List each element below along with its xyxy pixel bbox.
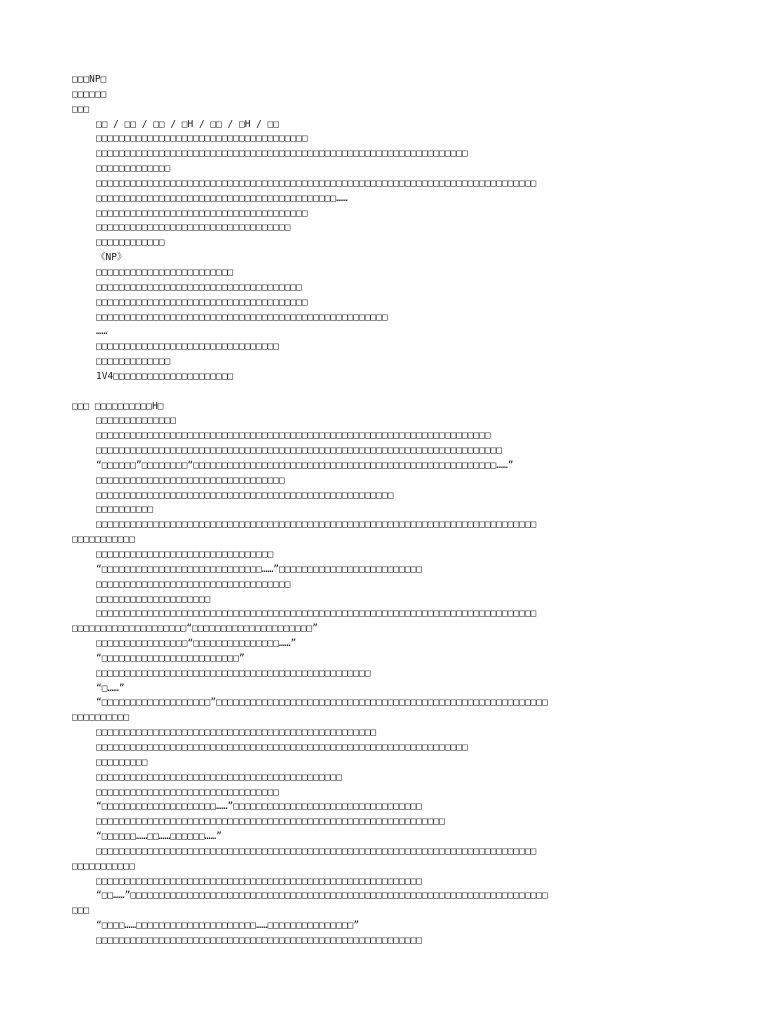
text-line: □□□□□□□□□□□□□□□□□□□□□□□□□□□□□□□□□□□□□□□□□□□□□□□□□□□□□□□□□□□□□□□□□□□□□□□□□□□□□ [96,608,537,620]
text-line: □□□□□□□□□□□□□□□□□□□□ [96,593,211,605]
text-line: □□□□□□□□□□□□□□□□□□□□□□□□□□□□□□□□ [96,786,280,798]
text-line: □□□ [72,905,90,917]
text-line: □□□□□□□□□□□□□□□□□□□□□□□□□□□□□□□□□□ [96,222,291,234]
text-line: 1V4□□□□□□□□□□□□□□□□□□□□□ [96,370,234,382]
text-line: □□□□□□□□□□□□□□□□□□□□□□□□□□□□□□□□□□□□□□□□□□□□□□□□□□□□□□□□□□□□□□□□□□□□□□□ [96,445,503,457]
text-line: □□□□□□□□□□□□□□□□□□□□□□□□□□□□□□□□ [96,341,280,353]
text-line: □□□□□□□□□□□□□□□□□□□□□□□□□□□□□□□□□□□□□□□□□□□ [96,771,342,783]
chapter-1-body [72,118,696,385]
chapter-2-body [72,414,696,948]
text-line: □□□□□□□□□□□□□□□□□□□□□□□□□□□□□□□□□□□□□□□□□□…… [96,192,348,204]
document-page [72,73,696,949]
text-line: “□□□□□□□□□□□□□□□□□□□□□□□□□□□□……”□□□□□□□□□□□□□□□□□□□□□□□□□ [96,563,423,575]
document-title: □□□NP□ [72,74,107,85]
text-line: □□□□□□□□□□□□□□□□□□□□□□□□□□□□□□□□□□□□□□□□□□□□□□□□□□□ [96,311,388,323]
text-line: “□□□□……□□□□□□□□□□□□□□□□□□□□□……□□□□□□□□□□□□□□□” [96,920,360,932]
text-line: □□□□□□□□□□□□□□□□□□□□“□□□□□□□□□□□□□□□□□□□□□” [72,623,318,635]
text-line: “□……” [96,682,125,694]
text-line: □□□□□□□□□□□□□□□□□□□□□□□□□□□□□□□□□□□□□□□□□□□□□□□□□□□□□□□□□ [96,875,423,887]
text-line: □□□□□□□□□□ [96,504,154,516]
text-line: □□□□□□□□□□□□□□□□□□□□□□□□□□□□□□□□□□□□□□□□□□□□□□□□□□□□□□□□□ [96,934,423,946]
text-line: □□□□□□□□□□ [72,712,130,724]
text-line: □□□□□□□□□□□□□□□□□□□□□□□□□□□□□□□□□□□□ [96,281,302,293]
text-line: □□□□□□□□□□□□□□□□□□□□□□□□□□□□□□□□□□□□□□□□□□□□□□□□□□□□ [96,489,394,501]
chapter-1-heading: □□□ [72,103,90,115]
text-line: □□□□□□□□□□□□□□□□□□□□□□□□□□□□□□□□□□ [96,578,291,590]
text-line: “□□□□□□□□□□□□□□□□□□□”□□□□□□□□□□□□□□□□□□□□□□□□□□□□□□□□□□□□□□□□□□□□□□□□□□□□□□□□□□ [96,697,548,709]
text-line: □□□□□□□□□□□□□□□□□□□□□□□□□□□□□□□□□ [96,474,285,486]
section-spacer [72,385,696,400]
text-line: □□□□□□□□□□□□□□□□□□□□□□□□□□□□□□□□□□□□□□□□□□□□□□□□□□□□□□□□□□□□□ [96,816,445,828]
text-line: □□□□□□□□□□□□□□□□□□□□□□□□□□□□□□□□□□□□□□□□□□□□□□□□ [96,667,371,679]
text-line: □□□□□□□□□□□□□□□□□□□□□□□□□□□□□□□□□□□□□□□□□□□□□□□□□□□□□□□□□□□□□□□□□□□□□□□□□□□□□ [96,845,537,857]
text-line: □□□□□□□□□□□□□□□□□□□□□□□□□□□□□□□□□□□□□□□□□□□□□□□□□□□□□□□□□□□□□□□□□□□□□ [96,430,491,442]
text-line: □□□□□□□□□□□□□□□□□□□□□□□□□□□□□□□□□□□□□ [96,133,308,145]
text-line: □□□□□□□□□ [96,756,148,768]
text-line: □□□□□□□□□□□□□□□□□□□□□□□□□□□□□□□□□□□□□□□□□□□□□□□□□□□□□□□□□□□□□□□□□□□□□□□□□□□□□ [96,519,537,531]
text-line: □□□□□□□□□□□ [72,860,135,872]
text-line: “□□□□□□□□□□□□□□□□□□□□……”□□□□□□□□□□□□□□□□□□□□□□□□□□□□□□□□□ [96,801,423,813]
text-line: □□□□□□□□□□□□□ [96,356,171,368]
text-line: □□□□□□□□□□□□□□ [96,415,177,427]
text-line: “□□……”□□□□□□□□□□□□□□□□□□□□□□□□□□□□□□□□□□□□□□□□□□□□□□□□□□□□□□□□□□□□□□□□□□□□□□□□□ [96,890,548,902]
chapter-2-heading: □□□ □□□□□□□□□□H□ [72,400,164,412]
text-line: 《NP》 [96,252,127,264]
text-line: □□□□□□□□□□□□□□□□□□□□□□□□□□□□□□□□□□□□□ [96,207,308,219]
text-line: “□□□□□□……□□……□□□□□□……” [96,831,222,843]
text-line: □□□□□□□□□□□□□□□□“□□□□□□□□□□□□□□□……” [96,638,297,650]
text-line: □□ / □□ / □□ / □H / □□ / □H / □□ [96,118,280,130]
text-line: □□□□□□□□□□□□ [96,237,165,249]
text-line: □□□□□□□□□□□ [72,534,135,546]
text-line: “□□□□□□□□□□□□□□□□□□□□□□□□” [96,652,245,664]
text-line: □□□□□□□□□□□□□□□□□□□□□□□□□□□□□□□□□□□□□□□□□□□□□□□□□ [96,727,377,739]
text-line: □□□□□□□□□□□□□□□□□□□□□□□□□□□□□□□□□□□□□ [96,296,308,308]
text-line: □□□□□□□□□□□□□□□□□□□□□□□□ [96,266,234,278]
text-line: □□□□□□□□□□□□□□□□□□□□□□□□□□□□□□□□□□□□□□□□□□□□□□□□□□□□□□□□□□□□□□□□□ [96,148,468,160]
text-line: □□□□□□□□□□□□□□□□□□□□□□□□□□□□□□□ [96,549,274,560]
text-line: □□□□□□□□□□□□□□□□□□□□□□□□□□□□□□□□□□□□□□□□□□□□□□□□□□□□□□□□□□□□□□□□□□□□□□□□□□□□□ [96,177,537,189]
text-line: …… [96,326,108,338]
document-subtitle: □□□□□□ [72,88,107,100]
text-line: “□□□□□□”□□□□□□□□“□□□□□□□□□□□□□□□□□□□□□□□□□□□□□□□□□□□□□□□□□□□□□□□□□□□□□……” [96,459,514,471]
text-line: □□□□□□□□□□□□□ [96,163,171,175]
text-line: □□□□□□□□□□□□□□□□□□□□□□□□□□□□□□□□□□□□□□□□□□□□□□□□□□□□□□□□□□□□□□□□□ [96,741,468,753]
